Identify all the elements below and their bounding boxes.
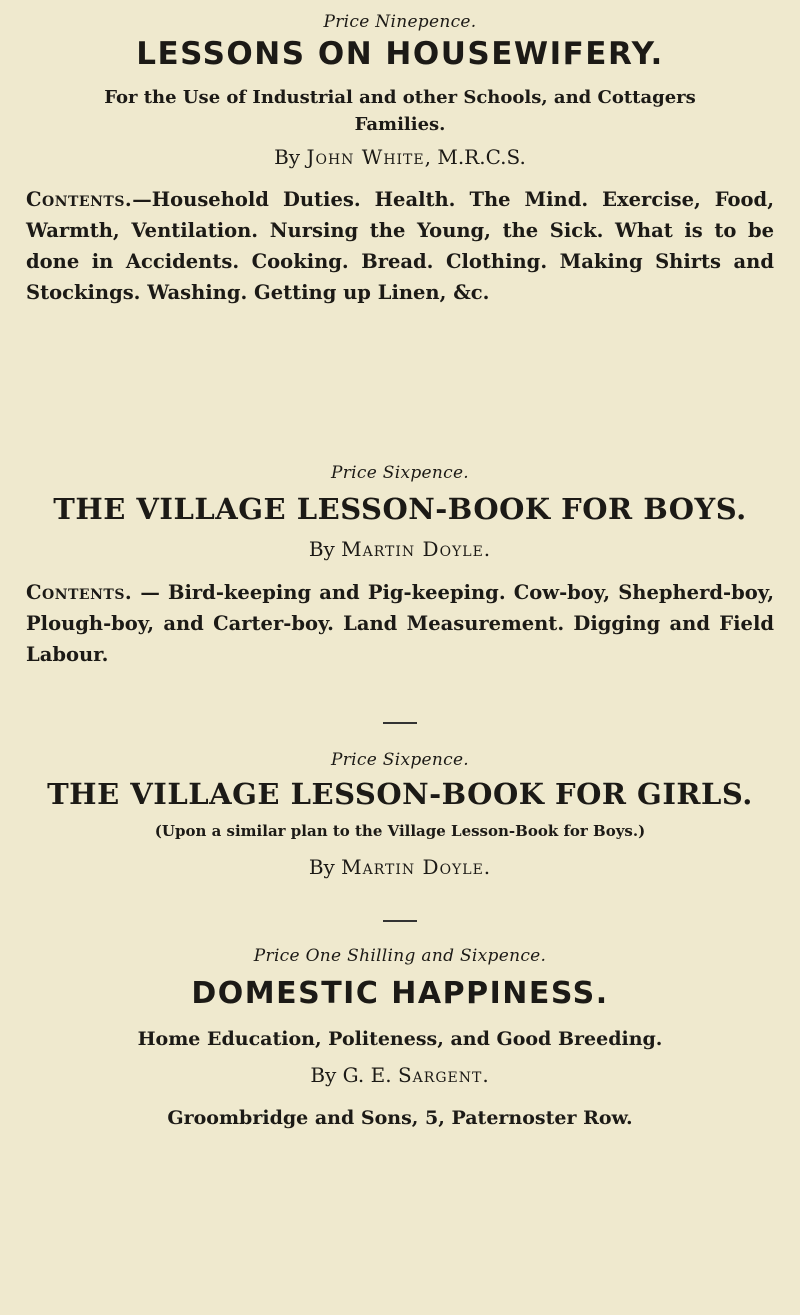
price-girls: Price Sixpence. [330,750,470,770]
author-domestic [26,1063,774,1087]
contents-text: — Bird-keeping and Pig-keeping. Cow-boy, Shepherd-boy, Plough-boy, and Carter-boy. Land Measurement. Digging and Field Labour. [26,581,774,666]
subtitle-housewifery: For the Use of Industrial and other Schools, and Cottagers Families. [104,87,696,135]
author-prefix: By [308,537,335,561]
contents-lead: Contents. [26,188,133,211]
author-name: John White [306,145,425,169]
author-prefix: By [308,855,335,879]
title-domestic: DOMESTIC HAPPINESS. [191,976,609,1011]
contents-housewifery [26,184,774,308]
contents-text: —Household Duties. Health. The Mind. Exercise, Food, Warmth, Ventilation. Nursing the Young, the Sick. What is to be done in Accidents. Cooking. Bread. Clothing. Making Shirts and Stockings. Washing. Getting up Linen, &c. [26,188,774,304]
author-prefix: By [274,145,301,169]
note-girls: (Upon a similar plan to the Village Lesson-Book for Boys.) [154,822,646,840]
title-boys: THE VILLAGE LESSON-BOOK FOR BOYS. [53,492,747,526]
price-boys: Price Sixpence. [330,463,470,483]
publisher-imprint: Groombridge and Sons, 5, Paternoster Row. [167,1107,633,1129]
author-girls [26,855,774,879]
contents-boys [26,577,774,670]
price-housewifery: Price Ninepence. [323,12,477,32]
author-suffix: , M.R.C.S. [424,145,526,169]
divider-rule [26,722,774,724]
title-housewifery: LESSONS ON HOUSEWIFERY. [136,36,664,72]
author-name: Martin Doyle. [341,855,492,879]
title-girls: THE VILLAGE LESSON-BOOK FOR GIRLS. [47,777,753,811]
subtitle-domestic: Home Education, Politeness, and Good Breeding. [137,1028,663,1050]
author-boys [26,537,774,561]
contents-lead: Contents. [26,581,133,604]
author-prefix: By G. E. [310,1063,392,1087]
divider-rule [26,920,774,922]
author-name: Martin Doyle. [341,537,492,561]
price-domestic: Price One Shilling and Sixpence. [253,946,547,966]
author-housewifery [26,145,774,169]
author-name: Sargent. [397,1063,490,1087]
